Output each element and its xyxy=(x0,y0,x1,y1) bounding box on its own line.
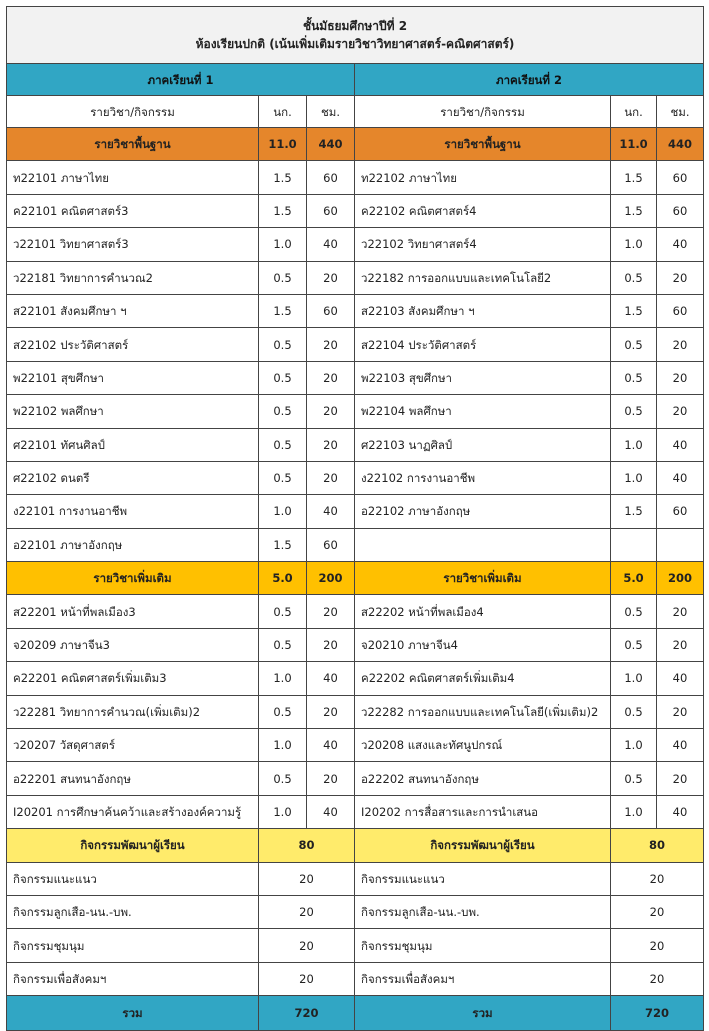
subject-credits: 1.5 xyxy=(259,161,307,194)
section-label: รายวิชาพื้นฐาน xyxy=(355,128,611,161)
subject-name: ว20208 แสงและทัศนูปกรณ์ xyxy=(355,729,611,762)
subject-hours: 20 xyxy=(657,595,704,628)
subject-hours: 20 xyxy=(307,762,355,795)
table-row xyxy=(7,795,704,828)
subject-hours: 40 xyxy=(657,662,704,695)
subject-name: ค22101 คณิตศาสตร์3 xyxy=(7,194,259,227)
section-credits: 5.0 xyxy=(611,562,657,595)
subject-credits: 0.5 xyxy=(611,628,657,661)
activity-hours: 20 xyxy=(259,929,355,962)
subject-name: พ22102 พลศึกษา xyxy=(7,395,259,428)
subject-name: ง22102 การงานอาชีพ xyxy=(355,461,611,494)
subject-name: พ22103 สุขศึกษา xyxy=(355,361,611,394)
subject-name: ว22282 การออกแบบและเทคโนโลยี(เพิ่มเติม)2 xyxy=(355,695,611,728)
subject-credits: 0.5 xyxy=(259,361,307,394)
subject-hours: 40 xyxy=(657,795,704,828)
additional-section-header xyxy=(7,562,704,595)
subject-name: อ22201 สนทนาอังกฤษ xyxy=(7,762,259,795)
table-row xyxy=(7,862,704,895)
subject-name: ศ22101 ทัศนศิลป์ xyxy=(7,428,259,461)
table-row xyxy=(7,662,704,695)
section-hours: 440 xyxy=(307,128,355,161)
table-row xyxy=(7,428,704,461)
subject-name: ว22102 วิทยาศาสตร์4 xyxy=(355,228,611,261)
subject-hours: 20 xyxy=(307,328,355,361)
subject-credits: 0.5 xyxy=(259,461,307,494)
subject-hours: 60 xyxy=(307,194,355,227)
total-row xyxy=(7,996,704,1031)
subject-hours: 20 xyxy=(657,762,704,795)
subject-credits: 0.5 xyxy=(259,395,307,428)
subject-credits: 0.5 xyxy=(259,595,307,628)
subject-hours: 60 xyxy=(307,528,355,561)
section-label: รายวิชาเพิ่มเติม xyxy=(7,562,259,595)
subject-credits: 1.0 xyxy=(611,662,657,695)
subject-credits: 0.5 xyxy=(259,695,307,728)
activity-name: กิจกรรมชุมนุม xyxy=(355,929,611,962)
subject-hours: 40 xyxy=(307,662,355,695)
subject-credits: 1.5 xyxy=(611,495,657,528)
subject-credits: 0.5 xyxy=(259,628,307,661)
subject-credits: 1.5 xyxy=(259,294,307,327)
title-line-2: ห้องเรียนปกติ (เน้นเพิ่มเติมรายวิชาวิทยาศาสตร์-คณิตศาสตร์) xyxy=(195,37,515,51)
table-row xyxy=(7,228,704,261)
subject-hours: 20 xyxy=(307,461,355,494)
section-label: รายวิชาพื้นฐาน xyxy=(7,128,259,161)
subject-hours: 20 xyxy=(307,628,355,661)
subject-name: ค22202 คณิตศาสตร์เพิ่มเติม4 xyxy=(355,662,611,695)
subject-name: ง22101 การงานอาชีพ xyxy=(7,495,259,528)
subject-name: พ22104 พลศึกษา xyxy=(355,395,611,428)
subject-hours xyxy=(657,528,704,561)
subject-name: ส22102 ประวัติศาสตร์ xyxy=(7,328,259,361)
table-row xyxy=(7,528,704,561)
subject-hours: 20 xyxy=(307,361,355,394)
subject-credits: 0.5 xyxy=(611,261,657,294)
subject-name: อ22102 ภาษาอังกฤษ xyxy=(355,495,611,528)
subject-name: ส22103 สังคมศึกษา ฯ xyxy=(355,294,611,327)
table-row xyxy=(7,361,704,394)
subject-name: I20201 การศึกษาค้นคว้าและสร้างองค์ความรู้ xyxy=(7,795,259,828)
title-line-1: ชั้นมัธยมศึกษาปีที่ 2 xyxy=(302,19,408,33)
subject-credits: 1.0 xyxy=(611,228,657,261)
subject-name: ว22181 วิทยาการคำนวณ2 xyxy=(7,261,259,294)
subject-hours: 40 xyxy=(657,461,704,494)
section-hours: 440 xyxy=(657,128,704,161)
section-hours: 80 xyxy=(259,829,355,862)
table-row xyxy=(7,595,704,628)
total-label: รวม xyxy=(355,996,611,1031)
subject-hours: 60 xyxy=(657,161,704,194)
term-1-header: ภาคเรียนที่ 1 xyxy=(7,64,355,96)
column-header-credits: นก. xyxy=(611,96,657,128)
activity-name: กิจกรรมแนะแนว xyxy=(7,862,259,895)
subject-name: ส22104 ประวัติศาสตร์ xyxy=(355,328,611,361)
subject-credits: 1.5 xyxy=(611,294,657,327)
subject-name: จ20209 ภาษาจีน3 xyxy=(7,628,259,661)
subject-name: ว22101 วิทยาศาสตร์3 xyxy=(7,228,259,261)
subject-hours: 20 xyxy=(657,361,704,394)
subject-credits: 0.5 xyxy=(611,762,657,795)
column-header-subject: รายวิชา/กิจกรรม xyxy=(7,96,259,128)
activity-name: กิจกรรมลูกเสือ-นน.-บพ. xyxy=(355,895,611,928)
activities-section-header xyxy=(7,829,704,862)
subject-name: ศ22102 ดนตรี xyxy=(7,461,259,494)
subject-credits: 1.5 xyxy=(259,194,307,227)
subject-name: ค22201 คณิตศาสตร์เพิ่มเติม3 xyxy=(7,662,259,695)
subject-credits: 1.0 xyxy=(259,495,307,528)
subject-credits: 1.0 xyxy=(611,461,657,494)
subject-credits: 0.5 xyxy=(611,695,657,728)
table-row xyxy=(7,762,704,795)
subject-credits: 0.5 xyxy=(611,595,657,628)
table-row xyxy=(7,962,704,995)
subject-credits: 1.5 xyxy=(611,161,657,194)
total-label: รวม xyxy=(7,996,259,1031)
table-row xyxy=(7,161,704,194)
subject-hours: 60 xyxy=(657,495,704,528)
subject-name: ว22281 วิทยาการคำนวณ(เพิ่มเติม)2 xyxy=(7,695,259,728)
column-header-hours: ชม. xyxy=(307,96,355,128)
curriculum-table xyxy=(6,6,704,1031)
subject-name: ท22101 ภาษาไทย xyxy=(7,161,259,194)
subject-name: ว22182 การออกแบบและเทคโนโลยี2 xyxy=(355,261,611,294)
subject-name: ส22201 หน้าที่พลเมือง3 xyxy=(7,595,259,628)
subject-hours: 40 xyxy=(307,729,355,762)
subject-credits: 1.0 xyxy=(259,228,307,261)
subject-hours: 20 xyxy=(657,328,704,361)
page-title xyxy=(7,7,704,64)
table-row xyxy=(7,729,704,762)
table-row xyxy=(7,328,704,361)
table-row xyxy=(7,294,704,327)
activity-hours: 20 xyxy=(259,895,355,928)
subject-hours: 20 xyxy=(657,695,704,728)
subject-credits: 0.5 xyxy=(259,762,307,795)
subject-credits xyxy=(611,528,657,561)
subject-credits: 1.0 xyxy=(259,662,307,695)
subject-name: I20202 การสื่อสารและการนำเสนอ xyxy=(355,795,611,828)
activity-name: กิจกรรมชุมนุม xyxy=(7,929,259,962)
section-label: รายวิชาเพิ่มเติม xyxy=(355,562,611,595)
subject-hours: 40 xyxy=(657,729,704,762)
subject-credits: 1.0 xyxy=(611,428,657,461)
section-credits: 5.0 xyxy=(259,562,307,595)
subject-name: ว20207 วัสดุศาสตร์ xyxy=(7,729,259,762)
subject-name: อ22101 ภาษาอังกฤษ xyxy=(7,528,259,561)
activity-hours: 20 xyxy=(259,862,355,895)
subject-hours: 40 xyxy=(657,228,704,261)
subject-hours: 20 xyxy=(307,261,355,294)
subject-hours: 20 xyxy=(657,395,704,428)
table-row xyxy=(7,695,704,728)
subject-name: ค22102 คณิตศาสตร์4 xyxy=(355,194,611,227)
subject-name: ท22102 ภาษาไทย xyxy=(355,161,611,194)
term-2-header: ภาคเรียนที่ 2 xyxy=(355,64,704,96)
activity-hours: 20 xyxy=(611,929,704,962)
subject-credits: 0.5 xyxy=(611,328,657,361)
column-header-hours: ชม. xyxy=(657,96,704,128)
subject-credits: 1.0 xyxy=(611,729,657,762)
subject-hours: 20 xyxy=(657,628,704,661)
activity-name: กิจกรรมลูกเสือ-นน.-บพ. xyxy=(7,895,259,928)
subject-hours: 60 xyxy=(657,294,704,327)
subject-name: ส22101 สังคมศึกษา ฯ xyxy=(7,294,259,327)
section-hours: 200 xyxy=(657,562,704,595)
subject-credits: 1.0 xyxy=(259,729,307,762)
subject-name: จ20210 ภาษาจีน4 xyxy=(355,628,611,661)
total-hours: 720 xyxy=(611,996,704,1031)
subject-hours: 60 xyxy=(307,294,355,327)
subject-hours: 60 xyxy=(307,161,355,194)
subject-hours: 40 xyxy=(307,795,355,828)
subject-credits: 1.0 xyxy=(611,795,657,828)
subject-hours: 20 xyxy=(657,261,704,294)
section-label: กิจกรรมพัฒนาผู้เรียน xyxy=(7,829,259,862)
subject-credits: 1.0 xyxy=(259,795,307,828)
subject-credits: 0.5 xyxy=(611,395,657,428)
section-label: กิจกรรมพัฒนาผู้เรียน xyxy=(355,829,611,862)
table-row xyxy=(7,194,704,227)
subject-name: ส22202 หน้าที่พลเมือง4 xyxy=(355,595,611,628)
subject-credits: 0.5 xyxy=(259,328,307,361)
table-row xyxy=(7,395,704,428)
subject-hours: 20 xyxy=(307,595,355,628)
subject-hours: 20 xyxy=(307,695,355,728)
subject-hours: 60 xyxy=(657,194,704,227)
subject-name: อ22202 สนทนาอังกฤษ xyxy=(355,762,611,795)
subject-hours: 20 xyxy=(307,395,355,428)
activity-hours: 20 xyxy=(611,862,704,895)
section-credits: 11.0 xyxy=(611,128,657,161)
subject-name: พ22101 สุขศึกษา xyxy=(7,361,259,394)
subject-name: ศ22103 นาฏศิลป์ xyxy=(355,428,611,461)
column-header-subject: รายวิชา/กิจกรรม xyxy=(355,96,611,128)
column-header-credits: นก. xyxy=(259,96,307,128)
subject-credits: 0.5 xyxy=(259,261,307,294)
subject-credits: 0.5 xyxy=(611,361,657,394)
table-row xyxy=(7,628,704,661)
section-hours: 80 xyxy=(611,829,704,862)
activity-hours: 20 xyxy=(611,962,704,995)
table-row xyxy=(7,929,704,962)
table-row xyxy=(7,461,704,494)
activity-name: กิจกรรมแนะแนว xyxy=(355,862,611,895)
activity-name: กิจกรรมเพื่อสังคมฯ xyxy=(355,962,611,995)
subject-name xyxy=(355,528,611,561)
subject-hours: 20 xyxy=(307,428,355,461)
table-row xyxy=(7,261,704,294)
core-section-header xyxy=(7,128,704,161)
section-credits: 11.0 xyxy=(259,128,307,161)
subject-hours: 40 xyxy=(657,428,704,461)
subject-credits: 1.5 xyxy=(611,194,657,227)
subject-credits: 1.5 xyxy=(259,528,307,561)
subject-credits: 0.5 xyxy=(259,428,307,461)
subject-hours: 40 xyxy=(307,228,355,261)
activity-hours: 20 xyxy=(611,895,704,928)
activity-name: กิจกรรมเพื่อสังคมฯ xyxy=(7,962,259,995)
table-row xyxy=(7,495,704,528)
total-hours: 720 xyxy=(259,996,355,1031)
section-hours: 200 xyxy=(307,562,355,595)
subject-hours: 40 xyxy=(307,495,355,528)
activity-hours: 20 xyxy=(259,962,355,995)
table-row xyxy=(7,895,704,928)
